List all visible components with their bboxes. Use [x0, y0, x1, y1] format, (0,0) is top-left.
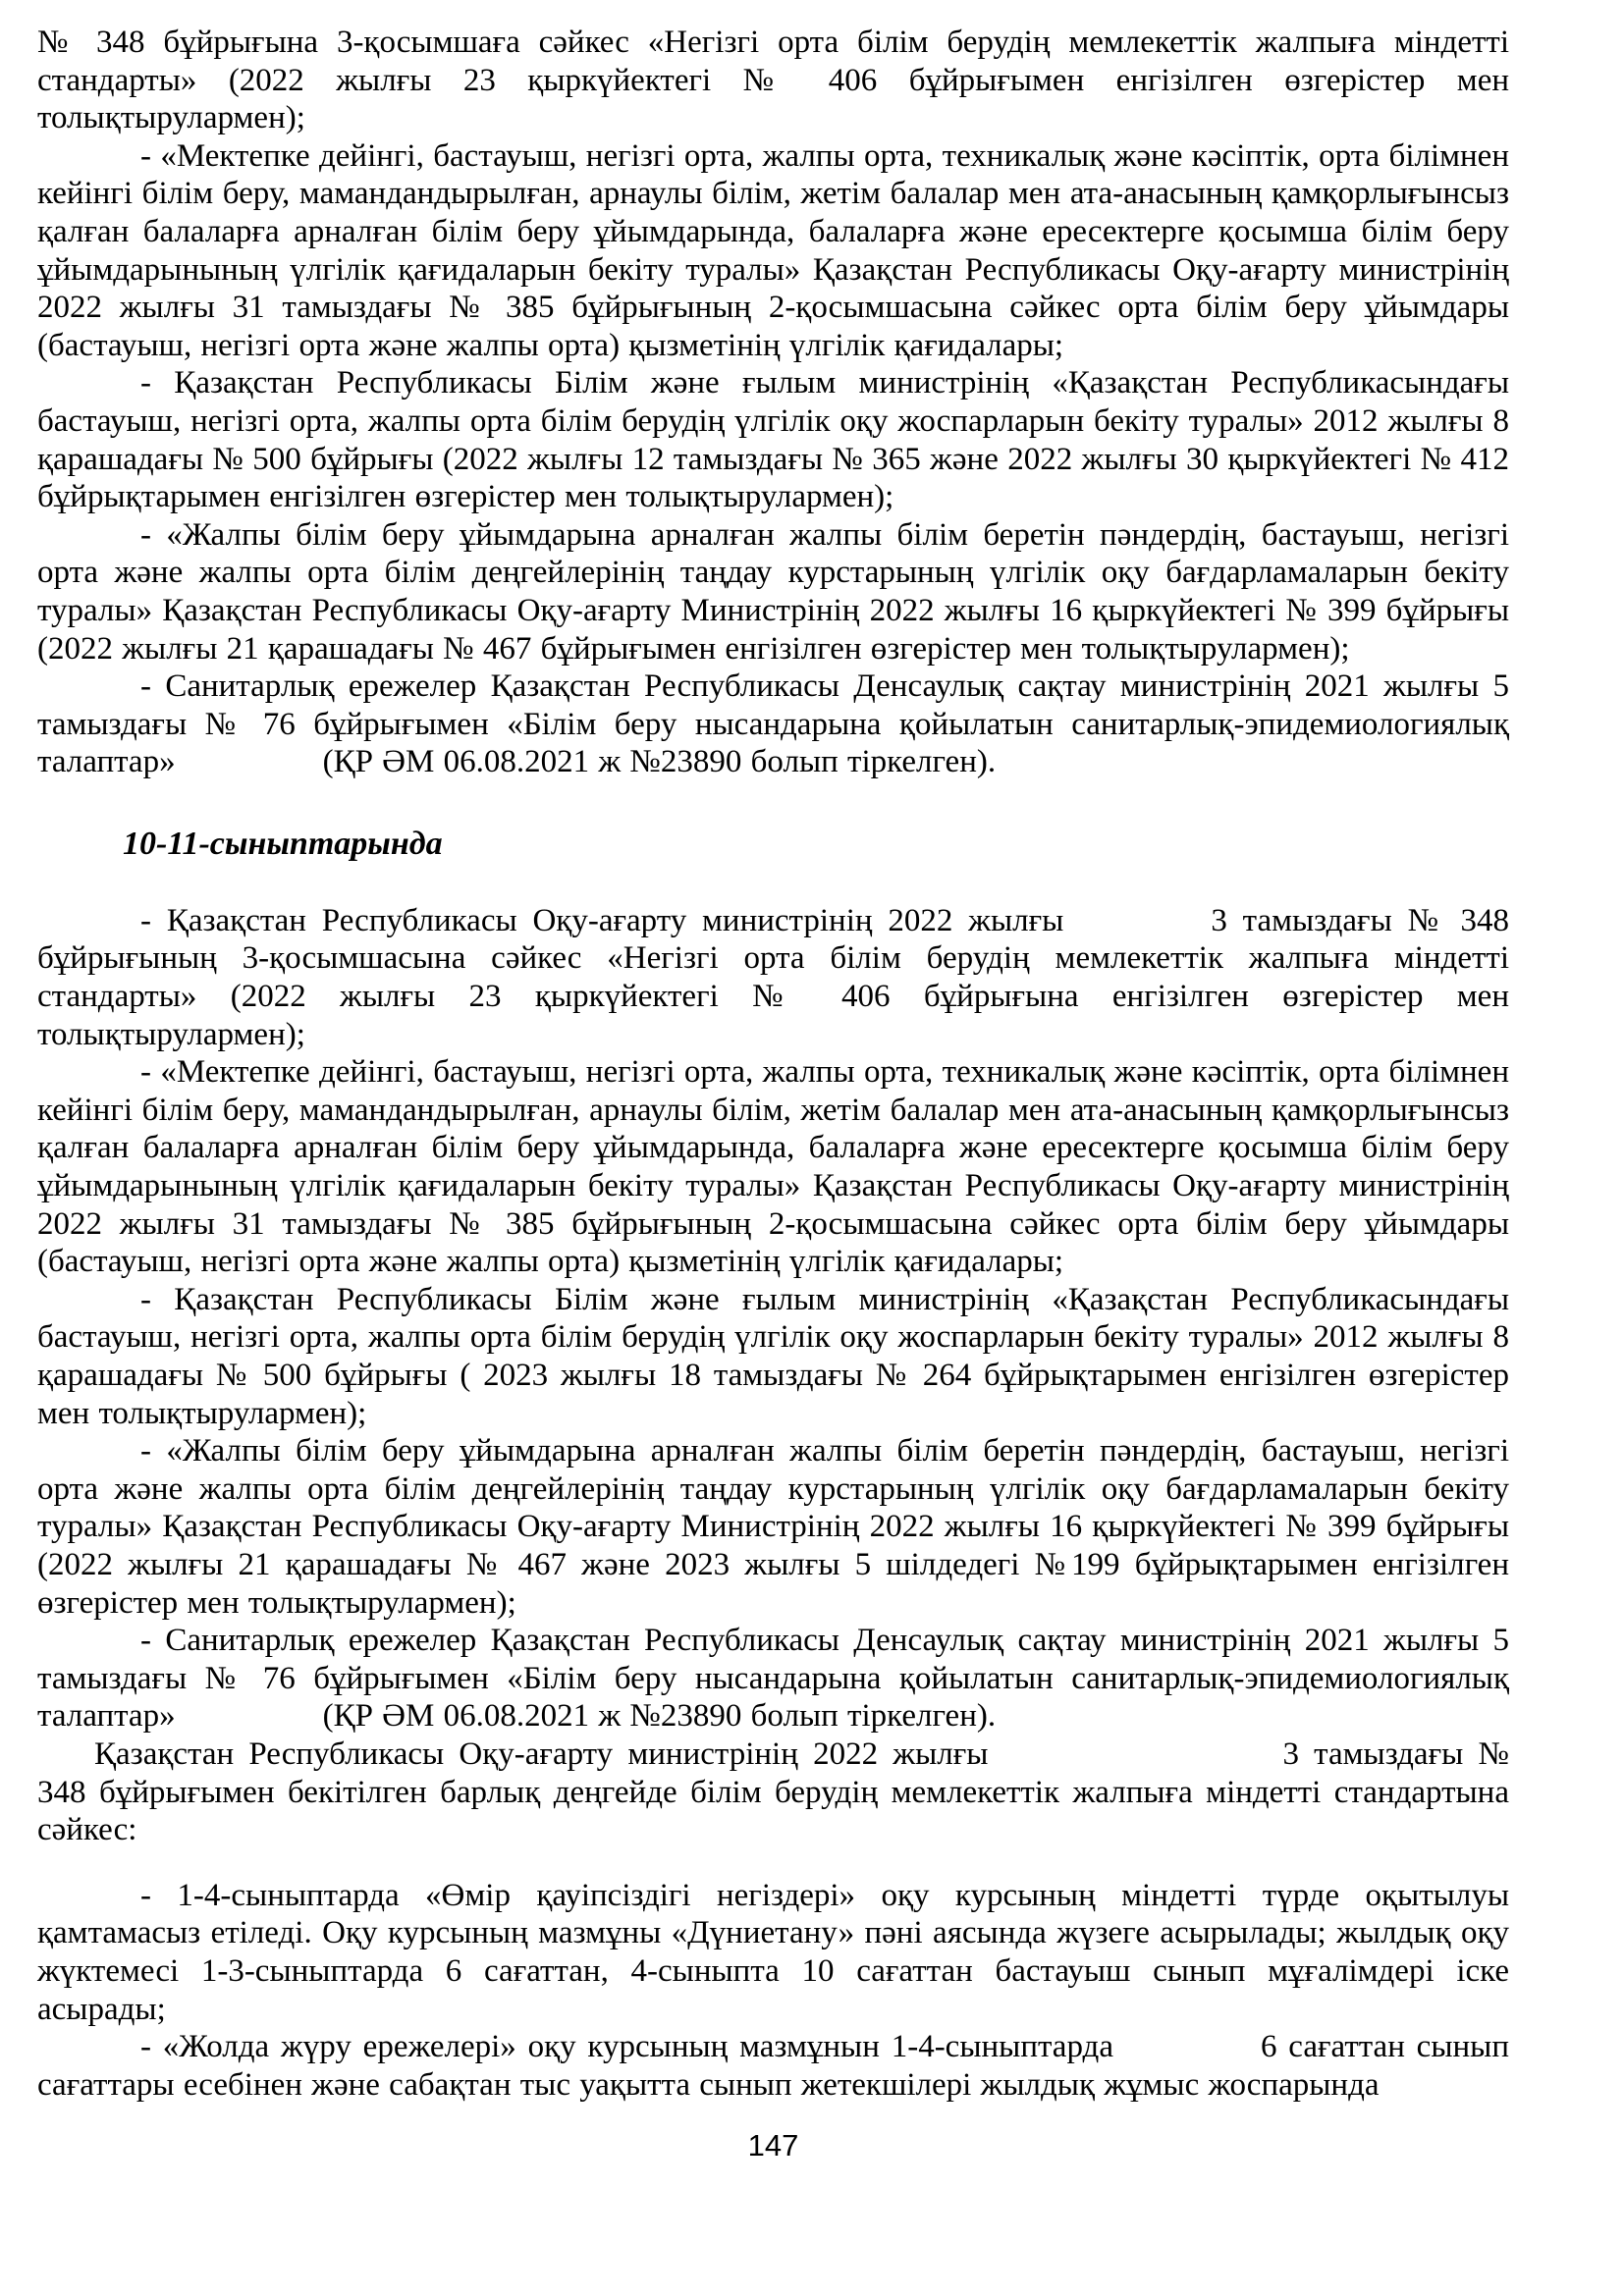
- page-number: 147: [747, 2128, 799, 2163]
- paragraph: - «Жалпы білім беру ұйымдарына арналған жалпы білім беретін пәндердің, бастауыш, негізгі орта және жалпы орта білім деңгейлерінің таңдау курстарының үлгілік оқу бағдарламаларын бекіту туралы» Қазақстан Республикасы Оқу-ағарту Министрінің 2022 жылғы 16 қыркүйектегі № 399 бұйрығы (2022 жылғы 21 қарашадағы № 467 бұйрығымен енгізілген өзгерістер мен толықтырулармен);: [37, 516, 1509, 667]
- paragraph: Қазақстан Республикасы Оқу-ағарту министрінің 2022 жылғы 3 тамыздағы № 348 бұйрығымен бекітілген барлық деңгейде білім берудің мемлекеттік жалпыға міндетті стандартына сәйкес:: [37, 1735, 1509, 1848]
- paragraph: - «Мектепке дейінгі, бастауыш, негізгі орта, жалпы орта, техникалық және кәсіптік, орта білімнен кейінгі білім беру, мамандандырылған, арнаулы білім, жетім балалар мен ата-анасының қамқорлығынсыз қалған балаларға арналған білім беру ұйымдарында, балаларға және ересектерге қосымша білім беру ұйымдарынының үлгілік қағидаларын бекіту туралы» Қазақстан Республикасы Оқу-ағарту министрінің 2022 жылғы 31 тамыздағы № 385 бұйрығының 2-қосымшасына сәйкес орта білім беру ұйымдары (бастауыш, негізгі орта және жалпы орта) қызметінің үлгілік қағидалары;: [37, 1054, 1509, 1280]
- section-heading: 10-11-сыныптарында: [123, 825, 443, 862]
- tab-space: [176, 771, 323, 772]
- tab-space: [1135, 1763, 1282, 1764]
- paragraph: - «Жолда жүру ережелері» оқу курсының мазмұнын 1-4-сыныптарда 6 сағаттан сынып сағаттары есебінен және сабақтан тыс уақытта сынып жетекшілері жылдық жұмыс жоспарында: [37, 2029, 1509, 2103]
- tab-space: [988, 1763, 1135, 1764]
- paragraph: - Санитарлық ережелер Қазақстан Республикасы Денсаулық сақтау министрінің 2021 жылғы 5 тамыздағы № 76 бұйрығымен «Білім беру нысандарына қойылатын санитарлық-эпидемиологиялық талаптар» (ҚР ӘМ 06.08.2021 ж №23890 болып тіркелген).: [37, 1623, 1509, 1735]
- section-1: [37, 24, 1509, 781]
- document-content: [37, 24, 1509, 2104]
- paragraph: - 1-4-сыныптарда «Өмір қауіпсіздігі негіздері» оқу курсының міндетті түрде оқытылуы қамтамасыз етіледі. Оқу курсының мазмұны «Дүниетану» пәні аясында жүзеге асырылады; жылдық оқу жүктемесі 1-3-сыныптарда 6 сағаттан, 4-сыныпта 10 сағаттан бастауыш сынып мұғалімдері іске асырады;: [37, 1877, 1509, 2027]
- paragraph: - Қазақстан Республикасы Оқу-ағарту министрінің 2022 жылғы 3 тамыздағы № 348 бұйрығының 3-қосымшасына сәйкес «Негізгі орта білім берудің мемлекеттік жалпыға міндетті стандарты» (2022 жылғы 23 қыркүйектегі № 406 бұйрығына енгізілген өзгерістер мен толықтырулармен);: [37, 902, 1509, 1052]
- tab-space: [176, 1725, 323, 1726]
- paragraph: № 348 бұйрығына 3-қосымшаға сәйкес «Негізгі орта білім берудің мемлекеттік жалпыға міндетті стандарты» (2022 жылғы 23 қыркүйектегі № 406 бұйрығымен енгізілген өзгерістер мен толықтырулармен);: [37, 25, 1509, 136]
- paragraph: - «Мектепке дейінгі, бастауыш, негізгі орта, жалпы орта, техникалық және кәсіптік, орта білімнен кейінгі білім беру, мамандандырылған, арнаулы білім, жетім балалар мен ата-анасының қамқорлығынсыз қалған балаларға арналған білім беру ұйымдарында, балаларға және ересектерге қосымша білім беру ұйымдарынының үлгілік қағидаларын бекіту туралы» Қазақстан Республикасы Оқу-ағарту министрінің 2022 жылғы 31 тамыздағы № 385 бұйрығының 2-қосымшасына сәйкес орта білім беру ұйымдары (бастауыш, негізгі орта және жалпы орта) қызметінің үлгілік қағидалары;: [37, 137, 1509, 363]
- tab-space: [1063, 930, 1211, 931]
- paragraph: - Қазақстан Республикасы Білім және ғылым министрінің «Қазақстан Республикасындағы бастауыш, негізгі орта, жалпы орта білім берудің үлгілік оқу жоспарларын бекіту туралы» 2012 жылғы 8 қарашадағы № 500 бұйрығы ( 2023 жылғы 18 тамыздағы № 264 бұйрықтарымен енгізілген өзгерістер мен толықтырулармен);: [37, 1281, 1509, 1431]
- paragraph: - Қазақстан Республикасы Білім және ғылым министрінің «Қазақстан Республикасындағы бастауыш, негізгі орта, жалпы орта білім берудің үлгілік оқу жоспарларын бекіту туралы» 2012 жылғы 8 қарашадағы № 500 бұйрығы (2022 жылғы 12 тамыздағы № 365 және 2022 жылғы 30 қыркүйектегі № 412 бұйрықтарымен енгізілген өзгерістер мен толықтырулармен);: [37, 365, 1509, 515]
- paragraph: - «Жалпы білім беру ұйымдарына арналған жалпы білім беретін пәндердің, бастауыш, негізгі орта және жалпы орта білім деңгейлерінің таңдау курстарының үлгілік оқу бағдарламаларын бекіту туралы» Қазақстан Республикасы Оқу-ағарту Министрінің 2022 жылғы 16 қыркүйектегі № 399 бұйрығы (2022 жылғы 21 қарашадағы № 467 және 2023 жылғы 5 шілдедегі №199 бұйрықтарымен енгізілген өзгерістер мен толықтырулармен);: [37, 1433, 1509, 1621]
- paragraph: - Санитарлық ережелер Қазақстан Республикасы Денсаулық сақтау министрінің 2021 жылғы 5 тамыздағы № 76 бұйрығымен «Білім беру нысандарына қойылатын санитарлық-эпидемиологиялық талаптар» (ҚР ӘМ 06.08.2021 ж №23890 болып тіркелген).: [37, 668, 1509, 780]
- section-2: [37, 902, 1509, 2104]
